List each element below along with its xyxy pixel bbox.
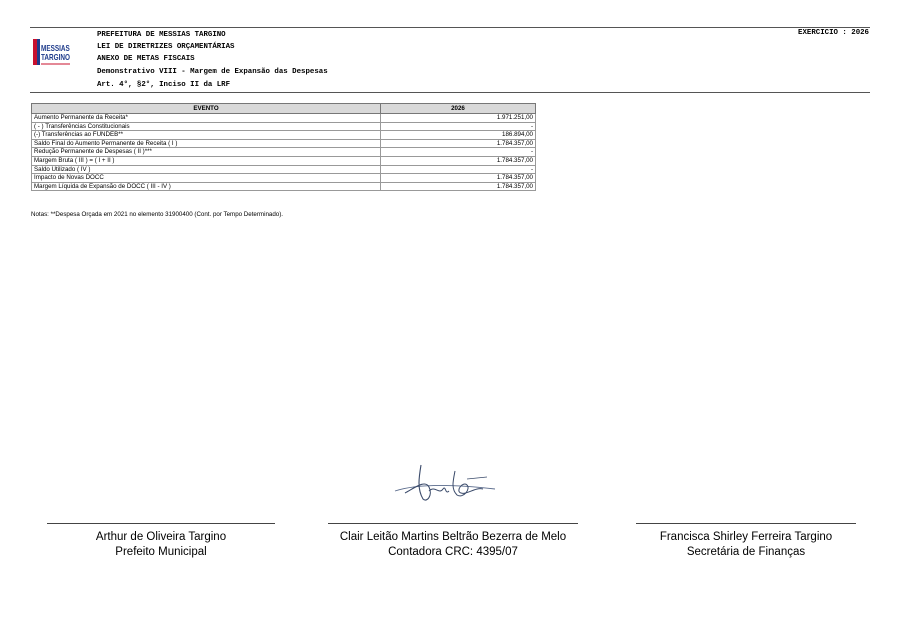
row-value: 1.784.357,00 — [381, 156, 536, 165]
signature-block-2 — [318, 530, 588, 560]
logo-text-bottom: TARGINO — [41, 52, 71, 63]
signer-name: Arthur de Oliveira Targino — [95, 531, 227, 543]
row-value: - — [381, 148, 536, 157]
signature-block-1 — [47, 530, 275, 560]
signer-name: Francisca Shirley Ferreira Targino — [659, 531, 833, 543]
header-line-1: PREFEITURA DE MESSIAS TARGINO — [97, 31, 226, 39]
row-label: Aumento Permanente da Receita* — [32, 114, 381, 123]
table-notes: Notas: **Despesa Orçada em 2021 no elemento 31900400 (Cont. por Tempo Determinado). — [31, 211, 284, 218]
header-line-2: LEI DE DIRETRIZES ORÇAMENTÁRIAS — [97, 43, 235, 51]
handwritten-signature — [383, 455, 503, 510]
row-label: Saldo Final do Aumento Permanente de Receita ( I ) — [32, 139, 381, 148]
header-line-3: ANEXO DE METAS FISCAIS — [97, 55, 195, 63]
row-value: 1.784.357,00 — [381, 174, 536, 183]
table-header-row — [32, 104, 536, 114]
column-header-year: 2026 — [381, 104, 536, 114]
row-label: Margem Bruta ( III ) = ( I + II ) — [32, 156, 381, 165]
margin-expansion-table — [31, 103, 536, 191]
table-row — [32, 156, 536, 165]
table-row — [32, 139, 536, 148]
header-top-rule — [30, 27, 870, 28]
header-line-5: Art. 4°, §2°, Inciso II da LRF — [97, 81, 231, 89]
signer-role: Contadora CRC: 4395/07 — [388, 546, 518, 558]
table-row — [32, 131, 536, 140]
signer-name: Clair Leitão Martins Beltrão Bezerra de Melo — [339, 531, 567, 543]
signature-line-3 — [636, 523, 856, 524]
column-header-evento: EVENTO — [32, 104, 381, 114]
signer-role: Secretária de Finanças — [686, 546, 806, 558]
row-value: 1.971.251,00 — [381, 114, 536, 123]
row-value: 1.784.357,00 — [381, 139, 536, 148]
row-label: Impacto de Novas DOCC — [32, 174, 381, 183]
row-value: 1.784.357,00 — [381, 182, 536, 191]
municipality-logo — [32, 35, 72, 69]
header-bottom-rule — [30, 92, 870, 93]
table-row — [32, 182, 536, 191]
row-value: - — [381, 165, 536, 174]
logo-text-top: MESSIAS — [41, 43, 70, 54]
row-value: - — [381, 122, 536, 131]
row-label: ( - ) Transferências Constitucionais — [32, 122, 381, 131]
row-label: Margem Líquida de Expansão de DOCC ( III - IV ) — [32, 182, 381, 191]
exercicio-label: EXERCICIO : 2026 — [798, 29, 869, 37]
row-label: (-) Transferências ao FUNDEB** — [32, 131, 381, 140]
signature-line-1 — [47, 523, 275, 524]
table-row — [32, 174, 536, 183]
signer-role: Prefeito Municipal — [115, 546, 207, 558]
row-value: 186.894,00 — [381, 131, 536, 140]
table-row — [32, 114, 536, 123]
signature-block-3 — [636, 530, 856, 560]
row-label: Saldo Utilizado ( IV ) — [32, 165, 381, 174]
row-label: Redução Permanente de Despesas ( II )*** — [32, 148, 381, 157]
table-row — [32, 148, 536, 157]
table-row — [32, 122, 536, 131]
signature-line-2 — [328, 523, 578, 524]
table-row — [32, 165, 536, 174]
header-line-4: Demonstrativo VIII - Margem de Expansão das Despesas — [97, 68, 328, 76]
